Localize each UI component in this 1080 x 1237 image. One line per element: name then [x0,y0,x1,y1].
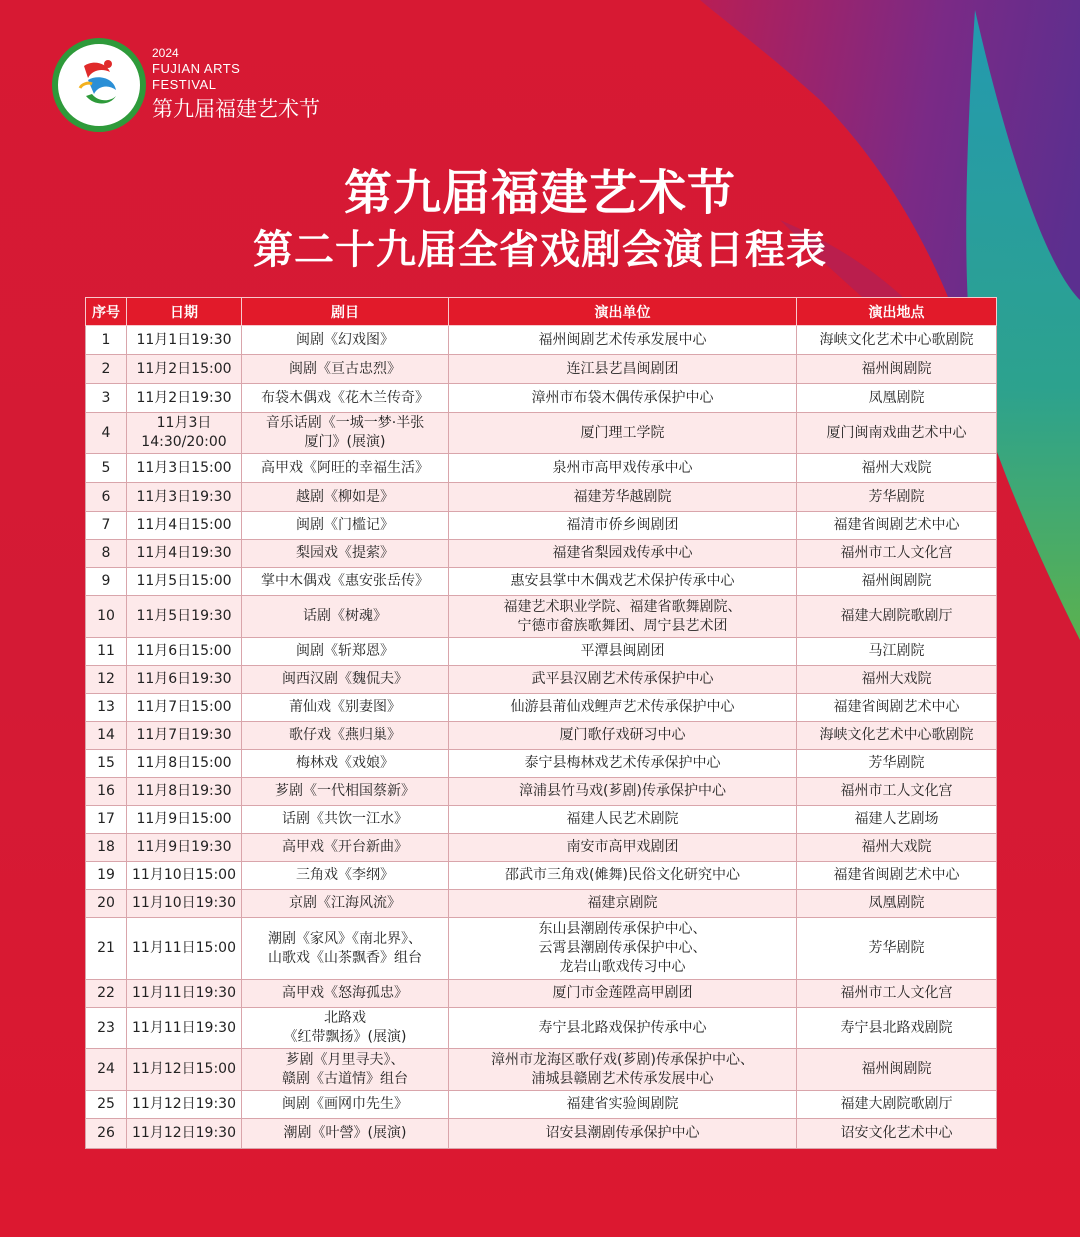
row-unit-line: 福建京剧院 [587,895,658,911]
row-number: 19 [86,862,127,890]
row-venue [797,384,997,413]
row-date-line: 11月11日19:30 [132,1019,236,1036]
header-number: 序号 [86,298,127,326]
row-unit-line: 厦门理工学院 [580,424,665,441]
row-unit-line: 云霄县潮剧传承保护中心、 [538,940,707,956]
row-unit-line: 厦门市金莲陞高甲剧团 [552,985,693,1001]
row-play [242,666,449,694]
row-unit [449,483,797,512]
row-unit-line: 宁德市畲族歌舞团、周宁县艺术团 [517,617,728,634]
row-play [242,596,449,638]
row-play [242,413,449,454]
row-date [127,638,242,666]
row-unit-line: 南安市高甲戏剧团 [566,839,679,855]
row-number: 14 [86,722,127,750]
row-number: 22 [86,980,127,1008]
row-number: 16 [86,778,127,806]
row-play [242,326,449,355]
row-date-line: 11月11日19:30 [132,985,236,1001]
row-unit-line: 福建芳华越剧院 [573,488,672,505]
row-play-line: 闽西汉剧《魏侃夫》 [282,671,408,687]
row-date [127,413,242,454]
row-venue [797,806,997,834]
table-header-row [86,298,997,326]
row-unit-line: 漳浦县竹马戏(芗剧)传承保护中心 [519,783,726,799]
table-row [86,862,997,890]
table-row [86,384,997,413]
row-unit [449,694,797,722]
row-date [127,980,242,1008]
row-date [127,834,242,862]
row-unit-line: 邵武市三角戏(傩舞)民俗文化研究中心 [505,867,740,883]
row-date [127,568,242,596]
row-date [127,512,242,540]
row-venue-line: 寿宁县北路戏剧院 [840,1019,953,1036]
logo-year: 2024 [152,46,179,60]
row-unit [449,454,797,483]
table-row [86,806,997,834]
row-venue-line: 福州市工人文化宫 [840,783,953,799]
row-play-line: 越剧《柳如是》 [296,488,394,505]
row-venue-line: 芳华剧院 [868,488,925,505]
row-unit [449,666,797,694]
table-row [86,483,997,512]
row-play-line: 高甲戏《怒海孤忠》 [282,985,408,1001]
row-number: 10 [86,596,127,638]
row-play-line: 闽剧《亘古忠烈》 [289,360,401,377]
row-date-line: 11月11日15:00 [132,940,236,956]
row-play-line: 闽剧《门槛记》 [296,517,394,533]
row-unit-line: 漳州市布袋木偶传承保护中心 [531,389,714,406]
row-play-line: 山歌戏《山茶飘香》组台 [268,949,422,966]
row-unit-line: 福清市侨乡闽剧团 [566,517,679,533]
row-unit [449,355,797,384]
row-unit-line: 福建省实验闽剧院 [566,1096,679,1112]
row-date-line: 14:30/20:00 [141,434,227,450]
row-venue-line: 福州闽剧院 [861,1061,932,1077]
row-number: 18 [86,834,127,862]
row-unit-line: 泰宁县梅林戏艺术传承保护中心 [524,755,721,771]
row-date-line: 11月8日19:30 [136,783,232,799]
table-row [86,596,997,638]
row-play-line: 芗剧《月里寻夫》、 [285,1051,405,1068]
row-date-line: 11月12日19:30 [132,1125,236,1141]
row-venue [797,778,997,806]
row-play-line: 梅林戏《戏娘》 [296,755,394,771]
row-number: 24 [86,1049,127,1091]
row-unit [449,568,797,596]
row-venue-line: 福建大剧院歌剧厅 [840,608,953,624]
row-date-line: 11月7日15:00 [136,699,232,715]
row-play [242,384,449,413]
row-venue-line: 福州大戏院 [861,839,932,855]
row-date [127,596,242,638]
row-date [127,694,242,722]
row-unit [449,918,797,980]
table-body [86,326,997,1149]
logo-figure-icon [58,44,140,126]
row-date-line: 11月10日19:30 [132,895,236,911]
row-unit-line: 仙游县莆仙戏鲤声艺术传承保护中心 [510,699,735,715]
row-venue [797,890,997,918]
row-play-line: 闽剧《画网巾先生》 [282,1096,408,1112]
table-row [86,666,997,694]
row-unit [449,1008,797,1049]
row-date [127,1049,242,1091]
table-row [86,638,997,666]
row-unit [449,540,797,568]
row-unit-line: 福建艺术职业学院、福建省歌舞剧院、 [503,598,742,615]
row-number: 15 [86,750,127,778]
row-number: 17 [86,806,127,834]
row-unit [449,980,797,1008]
row-number: 8 [86,540,127,568]
row-play [242,568,449,596]
row-date [127,750,242,778]
row-date-line: 11月10日15:00 [132,867,236,883]
row-play [242,694,449,722]
row-play-line: 话剧《树魂》 [303,608,387,624]
row-play-line: 闽剧《斩郑恩》 [296,643,394,659]
row-venue-line: 芳华剧院 [868,755,925,771]
row-unit-line: 福建人民艺术剧院 [566,811,679,827]
row-play [242,1008,449,1049]
row-date-line: 11月8日15:00 [136,755,232,771]
row-play-line: 潮剧《家风》《南北界》、 [268,930,422,947]
row-date [127,454,242,483]
row-unit [449,384,797,413]
row-play-line: 三角戏《李纲》 [296,867,394,883]
row-number: 3 [86,384,127,413]
row-venue [797,918,997,980]
row-venue [797,1008,997,1049]
row-venue-line: 凤凰剧院 [868,895,925,911]
table-row [86,694,997,722]
row-unit-line: 诏安县潮剧传承保护中心 [545,1125,700,1141]
row-number: 9 [86,568,127,596]
row-venue [797,750,997,778]
row-number: 11 [86,638,127,666]
row-venue [797,1049,997,1091]
row-date-line: 11月3日19:30 [136,488,232,505]
row-play [242,454,449,483]
row-unit [449,834,797,862]
row-date-line: 11月4日19:30 [136,545,232,561]
row-play [242,750,449,778]
row-play-line: 厦门》(展演) [304,434,386,450]
row-play-line: 赣剧《古道情》组台 [282,1070,408,1087]
row-unit [449,596,797,638]
row-unit-line: 龙岩山歌戏传习中心 [559,959,686,975]
row-venue-line: 海峡文化艺术中心歌剧院 [819,331,974,348]
row-date [127,890,242,918]
row-venue-line: 芳华剧院 [868,940,925,956]
row-play [242,355,449,384]
row-date [127,326,242,355]
table-row [86,890,997,918]
row-play [242,1119,449,1149]
row-venue-line: 海峡文化艺术中心歌剧院 [819,727,974,743]
row-venue-line: 福建省闽剧艺术中心 [833,867,960,883]
row-unit-line: 东山县潮剧传承保护中心、 [538,921,707,937]
row-date-line: 11月3日15:00 [136,459,232,476]
row-play-line: 高甲戏《阿旺的幸福生活》 [261,459,429,476]
row-venue [797,638,997,666]
row-date [127,355,242,384]
row-date [127,862,242,890]
row-venue-line: 厦门闽南戏曲艺术中心 [826,424,967,441]
row-unit [449,806,797,834]
row-venue-line: 凤凰剧院 [868,389,925,406]
row-play [242,918,449,980]
row-date-line: 11月7日19:30 [136,727,232,743]
row-play [242,540,449,568]
table-row [86,1119,997,1149]
row-venue [797,512,997,540]
row-venue [797,980,997,1008]
row-number: 12 [86,666,127,694]
row-venue [797,1091,997,1119]
row-number: 2 [86,355,127,384]
table-row [86,326,997,355]
row-number: 21 [86,918,127,980]
row-venue [797,1119,997,1149]
row-unit-line: 惠安县掌中木偶戏艺术保护传承中心 [510,573,735,589]
row-date [127,666,242,694]
row-unit-line: 漳州市龙海区歌仔戏(芗剧)传承保护中心、 [491,1051,754,1068]
header-unit: 演出单位 [449,298,797,326]
row-number: 1 [86,326,127,355]
row-play [242,890,449,918]
row-play [242,1091,449,1119]
row-date-line: 11月9日15:00 [136,811,232,827]
table-row [86,413,997,454]
table-row [86,540,997,568]
row-date-line: 11月5日19:30 [136,608,232,624]
table-row [86,834,997,862]
row-venue-line: 马江剧院 [868,643,925,659]
row-unit [449,413,797,454]
table-row [86,512,997,540]
table-row [86,1049,997,1091]
row-play [242,980,449,1008]
row-venue [797,596,997,638]
row-play-line: 潮剧《叶謍》(展演) [283,1125,407,1141]
row-play-line: 音乐话剧《一城一梦·半张 [265,415,425,431]
row-venue [797,413,997,454]
table-row [86,778,997,806]
row-play-line: 莆仙戏《别妻图》 [289,699,401,715]
logo-english-line1: FUJIAN ARTS [152,61,241,76]
row-date-line: 11月6日15:00 [136,643,232,659]
row-play-line: 京剧《江海风流》 [289,895,401,911]
row-number: 13 [86,694,127,722]
row-date-line: 11月2日15:00 [136,360,232,377]
page-subtitle: 第二十九届全省戏剧会演日程表 [253,227,827,273]
row-date [127,918,242,980]
row-venue [797,722,997,750]
logo-chinese-name: 第九届福建艺术节 [152,97,320,121]
row-number: 26 [86,1119,127,1149]
row-unit-line: 福建省梨园戏传承中心 [552,545,693,561]
row-unit [449,722,797,750]
row-number: 5 [86,454,127,483]
row-play [242,1049,449,1091]
row-unit-line: 泉州市高甲戏传承中心 [552,459,693,476]
row-venue [797,454,997,483]
row-unit-line: 浦城县赣剧艺术传承发展中心 [531,1070,714,1087]
row-unit [449,1119,797,1149]
row-date [127,1008,242,1049]
table-row [86,1008,997,1049]
row-venue [797,326,997,355]
row-date-line: 11月9日19:30 [136,839,232,855]
row-date [127,778,242,806]
row-play-line: 《红带飘扬》(展演) [283,1029,407,1045]
table-row [86,918,997,980]
row-unit-line: 寿宁县北路戏保护传承中心 [538,1019,707,1036]
logo-emblem [52,38,146,132]
table-row [86,568,997,596]
row-venue [797,540,997,568]
table-row [86,355,997,384]
row-date [127,483,242,512]
row-venue-line: 福建人艺剧场 [854,811,939,827]
table-row [86,722,997,750]
row-play [242,722,449,750]
row-unit [449,638,797,666]
row-unit [449,326,797,355]
row-number: 4 [86,413,127,454]
table-row [86,980,997,1008]
row-unit-line: 连江县艺昌闽剧团 [566,360,679,377]
row-unit [449,512,797,540]
row-venue [797,862,997,890]
festival-logo [52,38,352,128]
row-venue-line: 福州市工人文化宫 [840,545,953,561]
row-play [242,512,449,540]
header-date: 日期 [127,298,242,326]
row-number: 23 [86,1008,127,1049]
page-title: 第九届福建艺术节 [343,165,736,221]
row-play-line: 话剧《共饮一江水》 [282,811,408,827]
row-venue-line: 福建大剧院歌剧厅 [840,1096,953,1112]
row-play-line: 闽剧《幻戏图》 [296,331,394,348]
row-date [127,1091,242,1119]
row-date [127,540,242,568]
row-venue [797,834,997,862]
table-row [86,454,997,483]
row-play [242,862,449,890]
row-unit [449,1091,797,1119]
row-play [242,806,449,834]
row-venue-line: 福州闽剧院 [861,360,932,377]
row-venue-line: 福州市工人文化宫 [840,985,953,1001]
row-date-line: 11月12日15:00 [132,1061,236,1077]
table-row [86,1091,997,1119]
table-row [86,750,997,778]
row-venue [797,568,997,596]
row-play [242,638,449,666]
row-number: 20 [86,890,127,918]
row-venue [797,355,997,384]
schedule-table [85,297,997,1149]
row-venue-line: 福州大戏院 [861,671,932,687]
header-venue: 演出地点 [797,298,997,326]
row-unit-line: 厦门歌仔戏研习中心 [559,727,686,743]
row-play-line: 歌仔戏《燕归巢》 [289,727,401,743]
row-date-line: 11月3日 [156,415,212,431]
row-unit-line: 福州闽剧艺术传承发展中心 [538,331,707,348]
row-date [127,722,242,750]
row-play-line: 芗剧《一代相国蔡新》 [275,783,415,799]
row-date-line: 11月4日15:00 [136,517,232,533]
row-venue-line: 福建省闽剧艺术中心 [833,517,960,533]
logo-english-line2: FESTIVAL [152,77,217,92]
row-unit [449,1049,797,1091]
row-play-line: 高甲戏《开台新曲》 [282,839,408,855]
row-venue [797,483,997,512]
row-unit [449,890,797,918]
row-date [127,1119,242,1149]
row-venue [797,666,997,694]
row-date-line: 11月1日19:30 [136,331,232,348]
row-date [127,384,242,413]
row-play-line: 掌中木偶戏《惠安张岳传》 [261,573,429,589]
row-number: 25 [86,1091,127,1119]
row-unit-line: 武平县汉剧艺术传承保护中心 [531,671,714,687]
row-venue-line: 诏安文化艺术中心 [840,1125,953,1141]
row-play-line: 布袋木偶戏《花木兰传奇》 [261,389,429,406]
row-date [127,806,242,834]
row-venue-line: 福州大戏院 [861,459,932,476]
row-date-line: 11月12日19:30 [132,1096,236,1112]
header-play: 剧目 [242,298,449,326]
row-play [242,778,449,806]
row-number: 6 [86,483,127,512]
row-play-line: 北路戏 [324,1010,366,1026]
row-unit-line: 平潭县闽剧团 [580,643,665,659]
row-date-line: 11月2日19:30 [136,389,232,406]
row-unit [449,750,797,778]
row-number: 7 [86,512,127,540]
row-venue [797,694,997,722]
row-play [242,834,449,862]
row-venue-line: 福州闽剧院 [861,573,932,589]
row-play [242,483,449,512]
row-venue-line: 福建省闽剧艺术中心 [833,699,960,715]
row-play-line: 梨园戏《提萦》 [296,545,394,561]
row-unit [449,862,797,890]
row-unit [449,778,797,806]
row-date-line: 11月5日15:00 [136,573,232,589]
row-date-line: 11月6日19:30 [136,671,232,687]
